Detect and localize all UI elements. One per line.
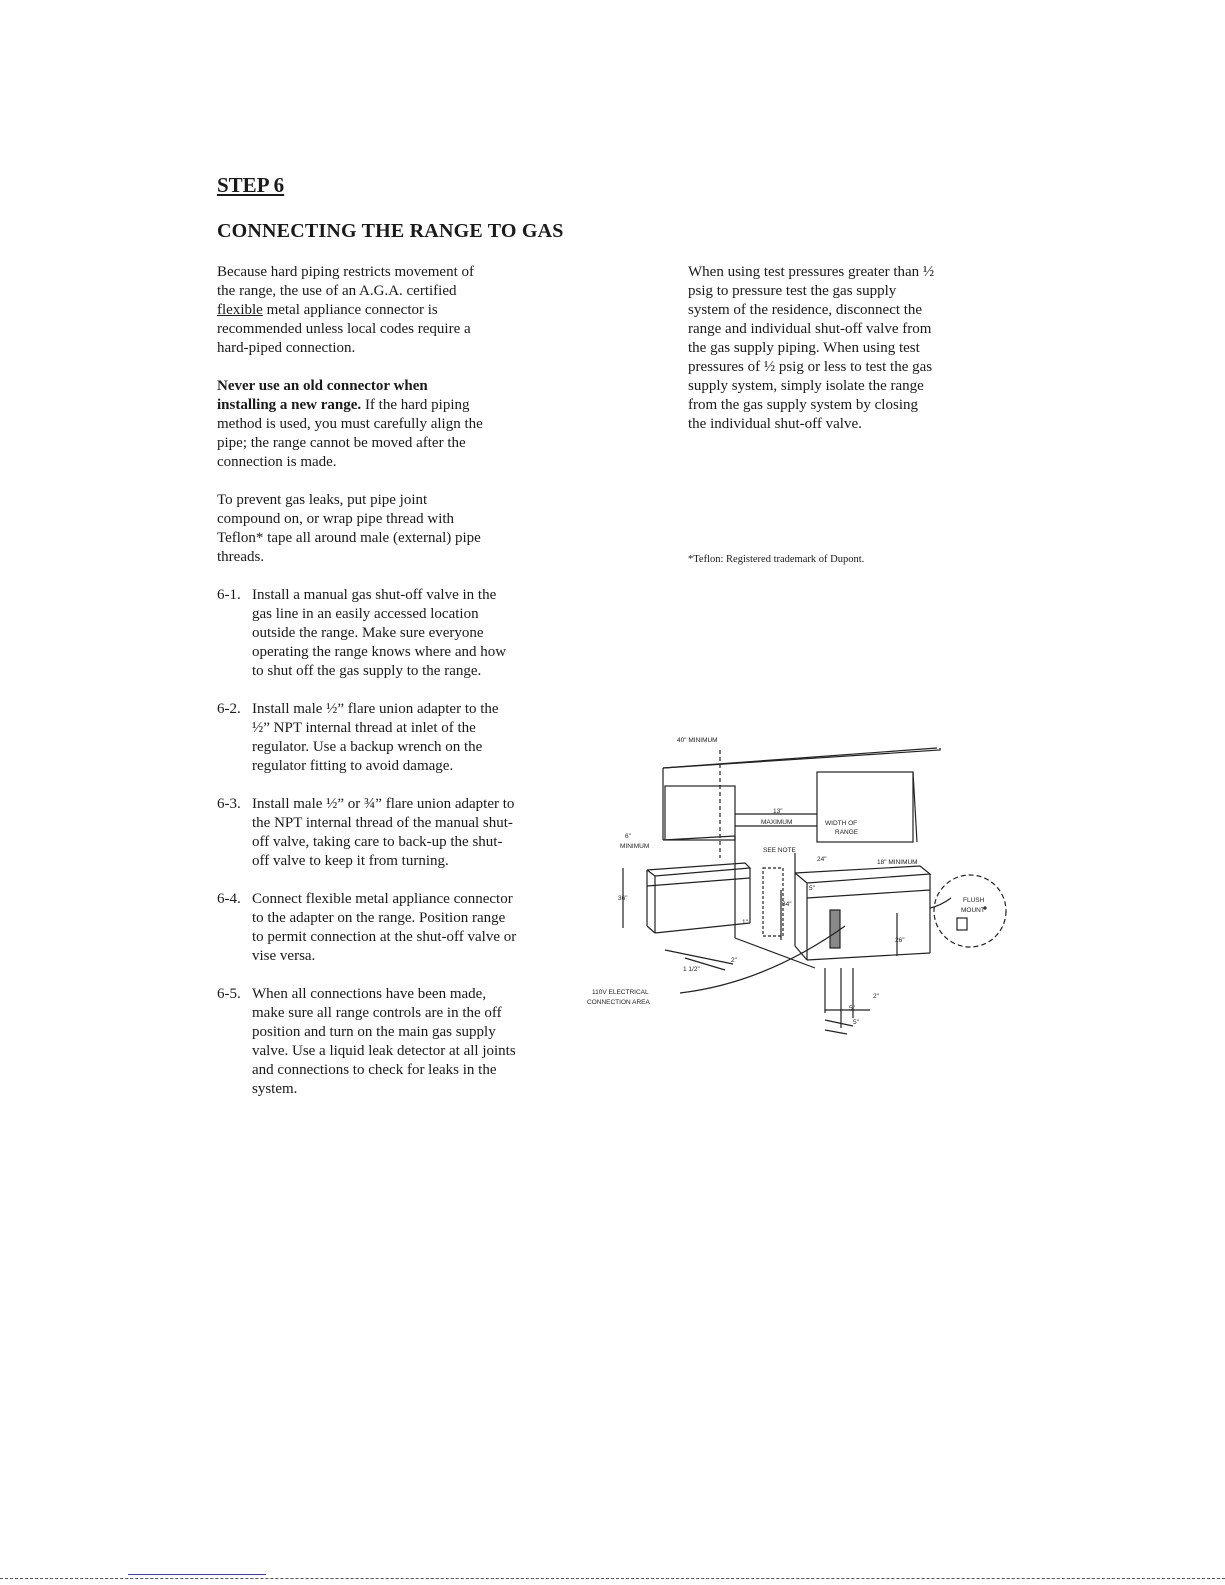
intro-paragraph (217, 263, 487, 358)
label-34: 34" (782, 901, 792, 908)
page-bottom-rule (0, 1578, 1225, 1579)
test-pressure-paragraph: When using test pressures greater than ½ psig to pressure test the gas supply system of the residence, disconnect the range and individual shut-off valve from the gas supply piping. When using test pressures of ½ psig or less to test the gas supply system, simply isolate the range from the gas supply system by closing the individual shut-off valve. (688, 264, 935, 432)
range-installation-diagram (585, 728, 985, 1048)
label-width-a: WIDTH OF (825, 820, 858, 827)
step-text: Install a manual gas shut-off valve in the gas line in an easily accessed location outside the range. Make sure everyone operating the range knows where and how to shut off the gas supply to the range. (252, 587, 507, 679)
label-width-b: RANGE (835, 829, 859, 836)
label-flush-a: FLUSH (963, 897, 985, 904)
step-number: 6-2. (217, 701, 241, 717)
label-13-b: MAXIMUM (761, 819, 793, 826)
step-number: 6-4. (217, 891, 241, 907)
page-bottom-tab (128, 1574, 266, 1575)
section-title: CONNECTING THE RANGE TO GAS (217, 220, 564, 242)
step-number: 6-5. (217, 986, 241, 1002)
label-24: 24" (817, 856, 827, 863)
step-label: STEP 6 (217, 173, 285, 197)
leak-paragraph: To prevent gas leaks, put pipe joint compound on, or wrap pipe thread with Teflon* tape all around male (external) pipe threads. (217, 492, 481, 565)
warning-text: If the hard piping method is used, you must carefully align the pipe; the range cannot be moved after the connection is made. (217, 397, 483, 470)
label-elec-a: 110V ELECTRICAL (592, 989, 649, 996)
label-13-a: 13" (773, 808, 783, 815)
step-item (217, 985, 517, 1099)
teflon-footnote: *Teflon: Registered trademark of Dupont. (688, 554, 865, 565)
step-number: 6-1. (217, 587, 241, 603)
step-item (217, 586, 517, 681)
step-text: When all connections have been made, make sure all range controls are in the off position and turn on the main gas supply valve. Use a liquid leak detector at all joints and connections to check for leaks in the system. (252, 986, 516, 1097)
label-see-note: SEE NOTE (763, 847, 796, 854)
label-5-a: 5" (809, 885, 815, 892)
step-text: Install male ½” or ¾” flare union adapter to the NPT internal thread of the manual shut-off valve, taking care to back-up the shut-off valve to keep it from turning. (252, 796, 515, 869)
label-1-half: 1 1/2" (683, 966, 700, 973)
label-36: 36" (618, 895, 628, 902)
flexible-emphasis: flexible (217, 302, 263, 318)
label-40-min: 40" MINIMUM (677, 737, 718, 744)
label-18-min: 18" MINIMUM (877, 859, 918, 866)
right-column (688, 263, 938, 434)
step-item (217, 890, 517, 966)
label-5-c: 5" (853, 1019, 859, 1026)
label-flush-b: MOUNT (961, 907, 985, 914)
intro-text-1: Because hard piping restricts movement of the range, the use of an A.G.A. certified (217, 264, 475, 299)
label-2-b: 2" (873, 993, 879, 1000)
step-text: Connect flexible metal appliance connector to the adapter on the range. Position range to permit connection at the shut-off valve or vise versa. (252, 891, 517, 964)
left-column (217, 263, 527, 1118)
step-text: Install male ½” flare union adapter to the ½” NPT internal thread at inlet of the regulator. Use a backup wrench on the regulator fitting to avoid damage. (252, 701, 499, 774)
label-6-b: MINIMUM (620, 843, 650, 850)
label-1: 1" (742, 919, 748, 926)
warning-bold: Never use an old connector when installing a new range. (217, 378, 428, 413)
label-2-a: 2" (731, 957, 737, 964)
label-6-a: 6" (625, 833, 631, 840)
warning-paragraph (217, 377, 487, 472)
step-item (217, 795, 517, 871)
step-item (217, 700, 517, 776)
label-26: 26" (895, 937, 905, 944)
intro-text-2: metal appliance connector is recommended unless local codes require a hard-piped connection. (217, 302, 471, 356)
label-5-b: 5" (849, 1005, 855, 1012)
step-number: 6-3. (217, 796, 241, 812)
label-elec-b: CONNECTION AREA (587, 999, 650, 1006)
